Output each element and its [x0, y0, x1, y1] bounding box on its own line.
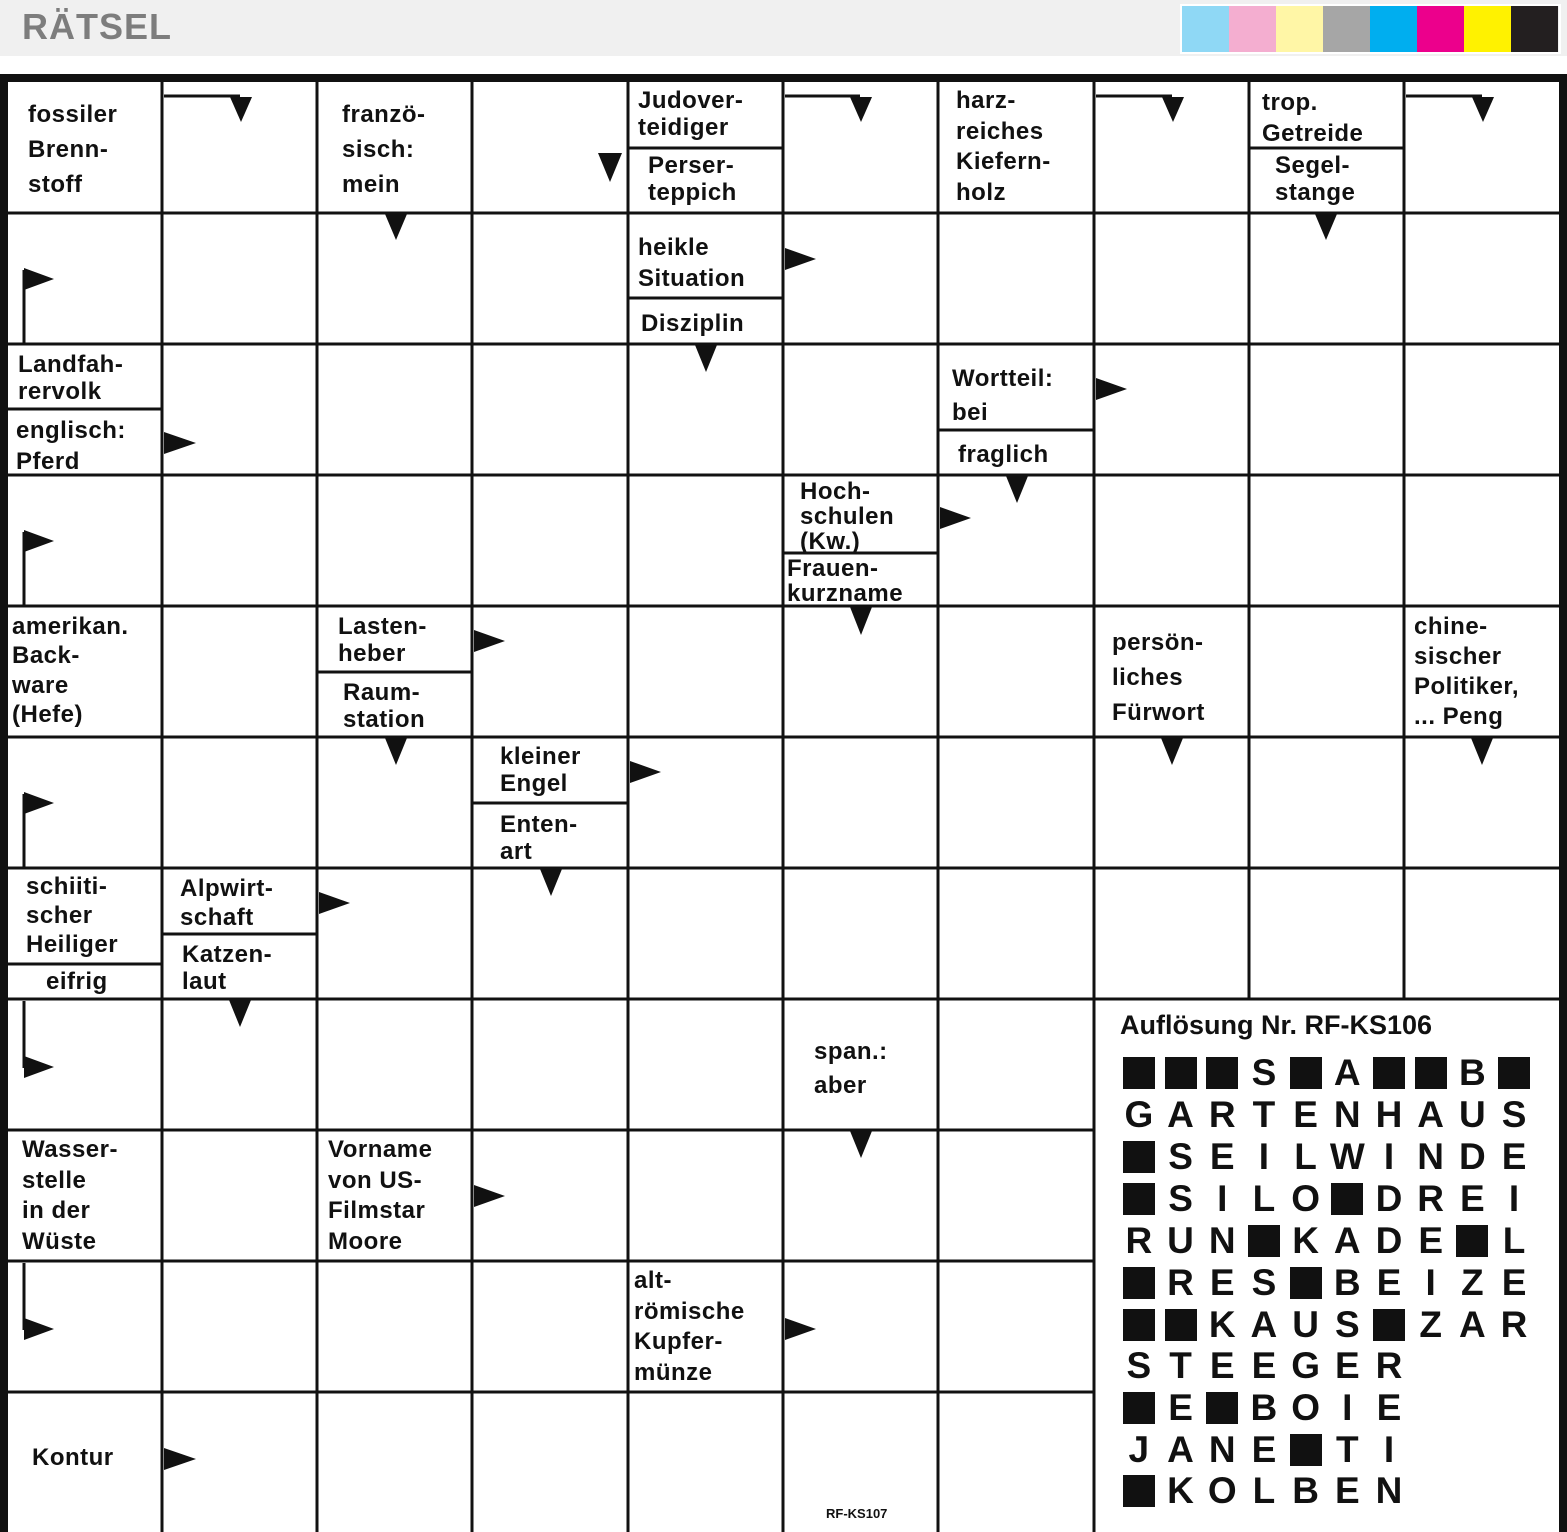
arrow-down-icon	[1472, 97, 1494, 122]
clue-line: art	[500, 837, 533, 865]
solution-letter: N	[1417, 1136, 1445, 1177]
clue-line: Politiker,	[1414, 673, 1520, 700]
clue-landfahrervolk	[18, 352, 123, 406]
solution-letter: R	[1417, 1178, 1445, 1219]
clue-line: fossiler	[28, 101, 118, 128]
solution-letter: D	[1375, 1220, 1403, 1261]
solution-letter: E	[1334, 1345, 1360, 1386]
clue-fraglich	[958, 441, 1049, 470]
puzzle-code: RF-KS107	[826, 1506, 888, 1521]
clue-line: münze	[634, 1359, 713, 1387]
clue-line: sischer	[1414, 643, 1502, 670]
clue-line: Raum-	[343, 679, 421, 706]
arrow-down-icon	[850, 1131, 872, 1158]
clue-line: Hoch-	[800, 478, 871, 505]
clue-line: rervolk	[18, 377, 102, 405]
clue-line: Wüste	[22, 1228, 97, 1256]
solution-letter: D	[1375, 1178, 1403, 1219]
solution-letter: S	[1251, 1052, 1277, 1093]
solution-letter: W	[1329, 1136, 1365, 1177]
clue-line: alt-	[634, 1267, 672, 1294]
solution-letter: O	[1291, 1387, 1320, 1428]
clue-line: römische	[634, 1297, 745, 1325]
arrow-right-icon	[164, 1448, 196, 1470]
clue-line: Moore	[328, 1228, 403, 1256]
solution-letter: S	[1334, 1304, 1360, 1345]
solution-letter: O	[1291, 1178, 1320, 1219]
clue-line: amerikan.	[12, 613, 129, 640]
solution-letter: D	[1458, 1136, 1486, 1177]
clue-line: Fürwort	[1112, 698, 1205, 726]
clue-line: englisch:	[16, 417, 126, 444]
clue-line: heber	[338, 639, 406, 667]
arrow-right-icon	[24, 1056, 54, 1078]
clue-line: Frauen-	[787, 555, 879, 582]
arrow-right-icon	[319, 892, 350, 914]
solution-letter: E	[1418, 1220, 1443, 1261]
solution-letter: S	[1126, 1345, 1152, 1386]
clue-line: (Kw.)	[800, 528, 861, 556]
clue-line: mein	[342, 170, 401, 198]
solution-black-square	[1493, 1055, 1535, 1091]
clue-line: in der	[22, 1197, 91, 1225]
clue-line: aber	[814, 1072, 867, 1100]
arrow-down-icon	[850, 97, 872, 122]
clue-altroemische-kupfermuenze	[634, 1266, 745, 1389]
clue-line: holz	[956, 179, 1006, 207]
solution-black-square	[1285, 1265, 1327, 1301]
clue-harzreiches-kiefernholz	[956, 86, 1051, 209]
arrow-right-icon	[940, 507, 971, 529]
solution-letter: L	[1502, 1220, 1526, 1261]
solution-letter: O	[1207, 1470, 1237, 1511]
solution-letter: N	[1208, 1220, 1236, 1261]
solution-black-square	[1118, 1139, 1160, 1175]
arrow-down-icon	[229, 1000, 251, 1027]
solution-black-square	[1118, 1307, 1160, 1343]
solution-letter: Z	[1419, 1304, 1442, 1345]
arrow-down-icon	[850, 607, 872, 635]
clue-line: Kontur	[32, 1444, 114, 1471]
solution-row	[1118, 1470, 1410, 1511]
solution-letter: S	[1501, 1094, 1527, 1135]
solution-letter: L	[1294, 1136, 1317, 1177]
solution-letter: B	[1333, 1262, 1361, 1303]
clue-line: reiches	[956, 117, 1044, 145]
arrow-down-icon	[1162, 97, 1184, 122]
clue-amerikan-backware	[12, 612, 129, 729]
clue-line: Alpwirt-	[180, 875, 274, 902]
clue-entenart	[500, 812, 578, 866]
solution-letter: R	[1208, 1094, 1236, 1135]
arrow-right-icon	[24, 268, 54, 290]
solution-black-square	[1410, 1055, 1452, 1091]
solution-black-square	[1201, 1055, 1243, 1091]
clue-line: Judover-	[638, 87, 744, 114]
solution-letter: T	[1169, 1345, 1192, 1386]
clue-schiitischer-heiliger	[26, 873, 118, 959]
solution-letter: E	[1168, 1387, 1193, 1428]
solution-letter: N	[1375, 1470, 1403, 1511]
solution-black-square	[1285, 1432, 1327, 1468]
clue-line: Heiliger	[26, 930, 119, 958]
clue-line: Wasser-	[22, 1136, 118, 1163]
clue-line: chine-	[1414, 613, 1488, 640]
clue-wortteil-bei	[952, 362, 1053, 429]
clue-line: eifrig	[46, 968, 108, 995]
arrow-down-icon	[1315, 214, 1337, 240]
clue-line: Getreide	[1262, 119, 1364, 147]
clue-vorname-filmstar	[328, 1135, 432, 1258]
clue-line: Situation	[638, 265, 746, 293]
solution-letter: S	[1251, 1262, 1277, 1303]
arrow-right-icon	[785, 1318, 816, 1340]
solution-letter: E	[1501, 1136, 1527, 1177]
clue-line: liches	[1112, 663, 1184, 691]
solution-letter: L	[1252, 1178, 1276, 1219]
solution-letter: H	[1375, 1094, 1403, 1135]
solution-row	[1118, 1304, 1535, 1345]
solution-letter: K	[1208, 1304, 1236, 1345]
solution-letter: E	[1209, 1345, 1235, 1386]
solution-letter: U	[1167, 1220, 1194, 1261]
clue-line: teppich	[648, 178, 737, 206]
solution-black-square	[1118, 1390, 1160, 1426]
solution-black-square	[1160, 1307, 1202, 1343]
clue-line: Back-	[12, 642, 80, 670]
solution-letter: A	[1458, 1304, 1486, 1345]
solution-letter: S	[1168, 1136, 1193, 1177]
solution-letter: E	[1376, 1387, 1402, 1428]
solution-letter: I	[1425, 1262, 1436, 1303]
solution-black-square	[1118, 1473, 1160, 1509]
clue-segelstange	[1275, 153, 1355, 207]
clue-line: scher	[26, 901, 93, 929]
clue-heikle-situation	[638, 232, 745, 294]
solution-letter: E	[1293, 1094, 1318, 1135]
solution-letter: I	[1342, 1387, 1353, 1428]
arrow-right-icon	[474, 1185, 505, 1207]
solution-black-square	[1452, 1223, 1494, 1259]
clue-line: ware	[12, 671, 69, 699]
solution-row	[1118, 1262, 1535, 1303]
solution-letter: E	[1209, 1262, 1235, 1303]
arrow-right-icon	[630, 761, 661, 783]
clue-line: Perser-	[648, 152, 735, 179]
solution-row	[1118, 1136, 1535, 1177]
solution-letter: A	[1333, 1220, 1361, 1261]
clue-englisch-pferd	[16, 415, 126, 477]
clue-line: stelle	[22, 1166, 87, 1194]
clue-line: sisch:	[342, 135, 415, 163]
solution-letter: B	[1458, 1052, 1486, 1093]
solution-black-square	[1118, 1055, 1160, 1091]
clue-line: stange	[1275, 178, 1356, 206]
solution-letter: B	[1250, 1387, 1278, 1428]
clue-chinesischer-politiker	[1414, 612, 1519, 732]
solution-title: Auflösung Nr. RF-KS106	[1120, 1010, 1433, 1040]
solution-black-square	[1118, 1181, 1160, 1217]
arrow-down-icon	[230, 97, 252, 122]
solution-letter: E	[1209, 1136, 1235, 1177]
arrow-down-icon	[1006, 476, 1028, 503]
arrow-down-icon	[598, 153, 622, 182]
solution-letter: T	[1335, 1429, 1359, 1470]
clue-line: stoff	[28, 170, 83, 198]
solution-letter: I	[1258, 1136, 1270, 1177]
solution-letter: R	[1375, 1345, 1403, 1386]
arrow-right-icon	[785, 248, 816, 270]
solution-black-square	[1285, 1055, 1327, 1091]
clue-line: station	[343, 705, 426, 733]
clue-line: Filmstar	[328, 1197, 426, 1225]
page-title: RÄTSEL	[22, 6, 172, 47]
clue-frauenkurzname	[787, 556, 903, 606]
arrow-right-icon	[1096, 378, 1127, 400]
solution-black-square	[1118, 1265, 1160, 1301]
clue-line: von US-	[328, 1166, 423, 1194]
arrow-right-icon	[474, 630, 505, 652]
arrow-down-icon	[385, 214, 407, 240]
clue-fossiler-brennstoff	[28, 98, 117, 202]
solution-letter: R	[1125, 1220, 1153, 1261]
solution-letter: R	[1500, 1304, 1528, 1345]
clue-lastenheber	[338, 614, 427, 668]
solution-letter: R	[1167, 1262, 1194, 1303]
clue-line: Engel	[500, 769, 568, 797]
clue-line: harz-	[956, 87, 1016, 114]
clue-katzenlaut	[182, 942, 272, 996]
arrow-down-icon	[695, 345, 717, 372]
clue-line: bei	[952, 398, 989, 426]
solution-letter: G	[1291, 1345, 1320, 1386]
solution-letter: N	[1208, 1429, 1236, 1470]
clue-kleiner-engel	[500, 744, 581, 798]
arrow-right-icon	[164, 432, 196, 454]
solution-black-square	[1243, 1223, 1285, 1259]
solution-letter: K	[1292, 1220, 1319, 1261]
clue-line: kleiner	[500, 743, 581, 770]
solution-letter: E	[1460, 1178, 1485, 1219]
solution-row	[1118, 1178, 1535, 1219]
clue-line: Enten-	[500, 811, 578, 838]
solution-letter: T	[1252, 1094, 1276, 1135]
solution-letter: E	[1251, 1345, 1277, 1386]
solution-letter: A	[1167, 1429, 1194, 1470]
clue-line: Vorname	[328, 1136, 433, 1163]
clue-eifrig	[46, 968, 108, 997]
solution-letter: U	[1292, 1304, 1319, 1345]
solution-letter: I	[1383, 1136, 1395, 1177]
clue-line: kurzname	[787, 580, 904, 608]
solution-row	[1118, 1345, 1410, 1386]
solution-letter: U	[1458, 1094, 1486, 1135]
clue-persoenliches-fuerwort	[1112, 626, 1205, 730]
arrow-down-icon	[1161, 738, 1183, 765]
solution-letter: A	[1250, 1304, 1278, 1345]
clue-line: Disziplin	[641, 310, 745, 337]
arrow-down-icon	[540, 869, 562, 896]
solution-black-square	[1326, 1181, 1368, 1217]
solution-letter: A	[1333, 1052, 1361, 1093]
clue-line: franzö-	[342, 101, 426, 128]
solution-letter: E	[1251, 1429, 1277, 1470]
solution-black-square	[1160, 1055, 1202, 1091]
clue-franzoesisch-mein	[342, 98, 426, 202]
clue-raumstation	[343, 680, 425, 734]
solution-black-square	[1368, 1307, 1410, 1343]
clue-line: Pferd	[16, 448, 80, 476]
solution-letter: K	[1167, 1470, 1194, 1511]
clue-kontur	[32, 1444, 114, 1473]
solution-letter: J	[1128, 1429, 1150, 1470]
arrow-right-icon	[24, 792, 54, 814]
solution-letter: B	[1292, 1470, 1319, 1511]
solution-letter: A	[1417, 1094, 1445, 1135]
clue-trop-getreide	[1262, 88, 1363, 149]
clue-line: trop.	[1262, 89, 1318, 116]
solution-letter: G	[1124, 1094, 1154, 1135]
clue-span-aber	[814, 1035, 888, 1103]
clue-perserteppich	[648, 153, 737, 207]
solution-row	[1118, 1052, 1535, 1093]
clue-line: (Hefe)	[12, 700, 84, 728]
solution-letter: I	[1383, 1429, 1395, 1470]
clue-line: teidiger	[638, 113, 729, 141]
clue-line: fraglich	[958, 441, 1049, 468]
clue-line: span.:	[814, 1038, 888, 1065]
clue-line: schiiti-	[26, 873, 108, 900]
clue-line: heikle	[638, 234, 710, 261]
solution-row	[1118, 1429, 1410, 1470]
solution-letter: N	[1333, 1094, 1361, 1135]
clue-line: persön-	[1112, 629, 1204, 656]
clue-line: Lasten-	[338, 613, 427, 640]
clue-line: schulen	[800, 503, 895, 531]
clue-disziplin	[641, 310, 744, 339]
solution-black-square	[1201, 1390, 1243, 1426]
clue-wasserstelle-wueste	[22, 1135, 118, 1258]
solution-letter: S	[1168, 1178, 1193, 1219]
clue-judoverteidiger	[638, 88, 743, 142]
clue-line: schaft	[180, 903, 254, 931]
solution-letter: E	[1334, 1470, 1360, 1511]
clue-line: Kiefern-	[956, 148, 1051, 176]
clue-line: Landfah-	[18, 351, 124, 378]
solution-row	[1118, 1220, 1535, 1261]
clue-alpwirtschaft	[180, 875, 273, 933]
solution-row	[1118, 1094, 1535, 1135]
clue-line: Katzen-	[182, 941, 273, 968]
clue-line: Segel-	[1275, 152, 1351, 179]
solution-letter: Z	[1461, 1262, 1484, 1303]
arrow-right-icon	[24, 530, 54, 552]
solution-row	[1118, 1387, 1410, 1428]
solution-letter: I	[1508, 1178, 1520, 1219]
arrow-down-icon	[1471, 738, 1493, 765]
solution-letter: L	[1252, 1470, 1276, 1511]
clue-line: laut	[182, 967, 227, 995]
clue-line: ... Peng	[1414, 703, 1504, 730]
solution-letter: E	[1376, 1262, 1402, 1303]
solution-letter: E	[1501, 1262, 1527, 1303]
clue-line: Brenn-	[28, 135, 109, 163]
solution-letter: I	[1217, 1178, 1228, 1219]
clue-line: Kupfer-	[634, 1328, 723, 1356]
arrow-right-icon	[24, 1318, 54, 1340]
clue-line: Wortteil:	[952, 365, 1054, 392]
solution-black-square	[1368, 1055, 1410, 1091]
solution-letter: A	[1167, 1094, 1194, 1135]
arrow-down-icon	[385, 738, 407, 765]
clue-hochschulen-kw	[800, 479, 894, 555]
